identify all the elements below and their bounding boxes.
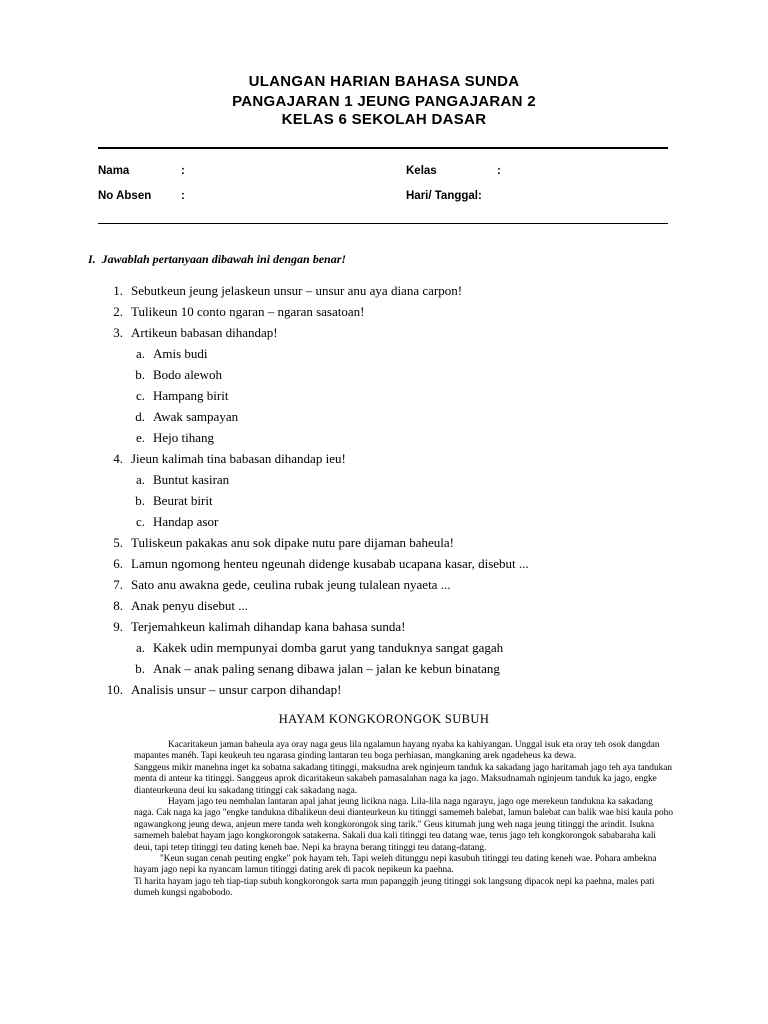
question-4: 4. Jieun kalimah tina babasan dihandap ieu! <box>113 451 346 466</box>
question-9: 9. Terjemahkeun kalimah dihandap kana bahasa sunda! <box>113 619 406 634</box>
title-line-3: KELAS 6 SEKOLAH DASAR <box>281 111 487 128</box>
no-absen-colon: : <box>181 190 185 202</box>
question-3b: b. Bodo alewoh <box>135 367 222 382</box>
fields-divider <box>98 223 668 224</box>
question-1: 1. Sebutkeun jeung jelaskeun unsur – unsur anu aya diana carpon! <box>113 283 463 298</box>
story-title: HAYAM KONGKORONGOK SUBUH <box>278 712 490 726</box>
question-9b: b. Anak – anak paling senang dibawa jalan – jalan ke kebun binatang <box>135 661 500 676</box>
question-3: 3. Artikeun babasan dihandap! <box>113 325 278 340</box>
section-instruction: Jawablah pertanyaan dibawah ini dengan benar! <box>101 252 347 266</box>
story-paragraph-4: "Keun sugan cenah peuting engke" pok hayam teh. Tapi weleh ditunggu nepi kasubuh titinggi teu dating keneh wae. Pohara ambekna hayam jago nepi ka nyancam lamun titinggi dating arek di pacok nepikeun ka paehna. <box>134 854 657 876</box>
question-5: 5. Tuliskeun pakakas anu sok dipake nutu pare dijaman baheula! <box>113 535 454 550</box>
question-7: 7. Sato anu awakna gede, ceulina rubak jeung tulalean nyaeta ... <box>113 577 451 592</box>
hari-tanggal-label: Hari/ Tanggal: <box>406 190 482 202</box>
question-8: 8. Anak penyu disebut ... <box>113 598 248 613</box>
story-paragraph-3: Hayam jago teu nembalan lantaran apal jahat jeung licikna naga. Lila-lila naga ngarayu, jago oge merekeun tandukna ka sakadang naga. Cak naga ka jago "engke tandukna dibalikeun deui dianteurkeun ku titinggi samemeh balebat, lamun balebat can balik wae bisi kaula poho ngawangkong jeung dewa, anjeun mere tanda weh kongkorongok sing tarik." Geus kitumah jung weh naga jeung titinggi the arindit. Isukna samemeh balebat hayam jago kongkorongok satakerna. Sakali dua kali titinggi teu datang wae, terus jago teh kongkorongok sababaraha kali deui, tapi tetep titinggi teu dating keneh bae. Nepi ka brayna berang titinggi teu datang-datang. <box>134 797 673 853</box>
question-4b: b. Beurat birit <box>135 493 213 508</box>
title-line-2: PANGAJARAN 1 JEUNG PANGAJARAN 2 <box>232 93 536 110</box>
kelas-label: Kelas <box>406 165 437 177</box>
question-2: 2. Tulikeun 10 conto ngaran – ngaran sasatoan! <box>113 304 365 319</box>
story-body <box>134 740 674 900</box>
question-10: 10. Analisis unsur – unsur carpon dihandap! <box>106 682 342 697</box>
story-paragraph-1: Kacaritakeun jaman baheula aya oray naga geus lila ngalamun hayang nyaba ka kahiyangan. Unggal isuk eta oray teh osok dangdan mapantes manéh. Tapi keukeuh teu ngarasa ginding lantaran teu boga perhiasan, mangkaning arek ngadeheus ka dewa. <box>134 740 660 762</box>
question-4c: c. Handap asor <box>135 514 219 529</box>
header-divider <box>98 147 668 149</box>
question-9a: a. Kakek udin mempunyai domba garut yang tanduknya sangat gagah <box>135 640 504 655</box>
question-3d: d. Awak sampayan <box>135 409 239 424</box>
question-3e: e. Hejo tihang <box>135 430 215 445</box>
question-6: 6. Lamun ngomong henteu ngeunah didenge kusabab ucapana kasar, disebut ... <box>113 556 529 571</box>
question-4a: a. Buntut kasiran <box>135 472 230 487</box>
story-paragraph-5: Ti harita hayam jago teh tiap-tiap subuh kongkorongok sarta mun papanggih jeung titinggi sok langsung dipacok nepi ka paehna, males pati dumeh kungsi ngabobodo. <box>134 876 655 899</box>
question-3a: a. Amis budi <box>135 346 208 361</box>
kelas-colon: : <box>497 165 501 177</box>
title-line-1: ULANGAN HARIAN BAHASA SUNDA <box>248 73 520 90</box>
no-absen-label: No Absen <box>98 190 152 202</box>
story-paragraph-2: Sanggeus mikir manehna inget ka sobatna sakadang titinggi, maksudna arek nginjeum tanduk ka sakadang jago haritamah jago teh aya tandukan menta di anteur ka titinggi. Sanggeus aprok dicaritakeun sakabeh pamasalahan naga ka jago. Maksudnamah nginjeum tanduk ka jago, engke dianteurkeuna deui ku sakadang titinggi cak sakadang naga. <box>134 762 673 796</box>
question-3c: c. Hampang birit <box>135 388 229 403</box>
nama-label: Nama <box>98 165 130 177</box>
nama-colon: : <box>181 165 185 177</box>
section-number: I. <box>88 252 96 266</box>
section-heading <box>88 252 346 267</box>
